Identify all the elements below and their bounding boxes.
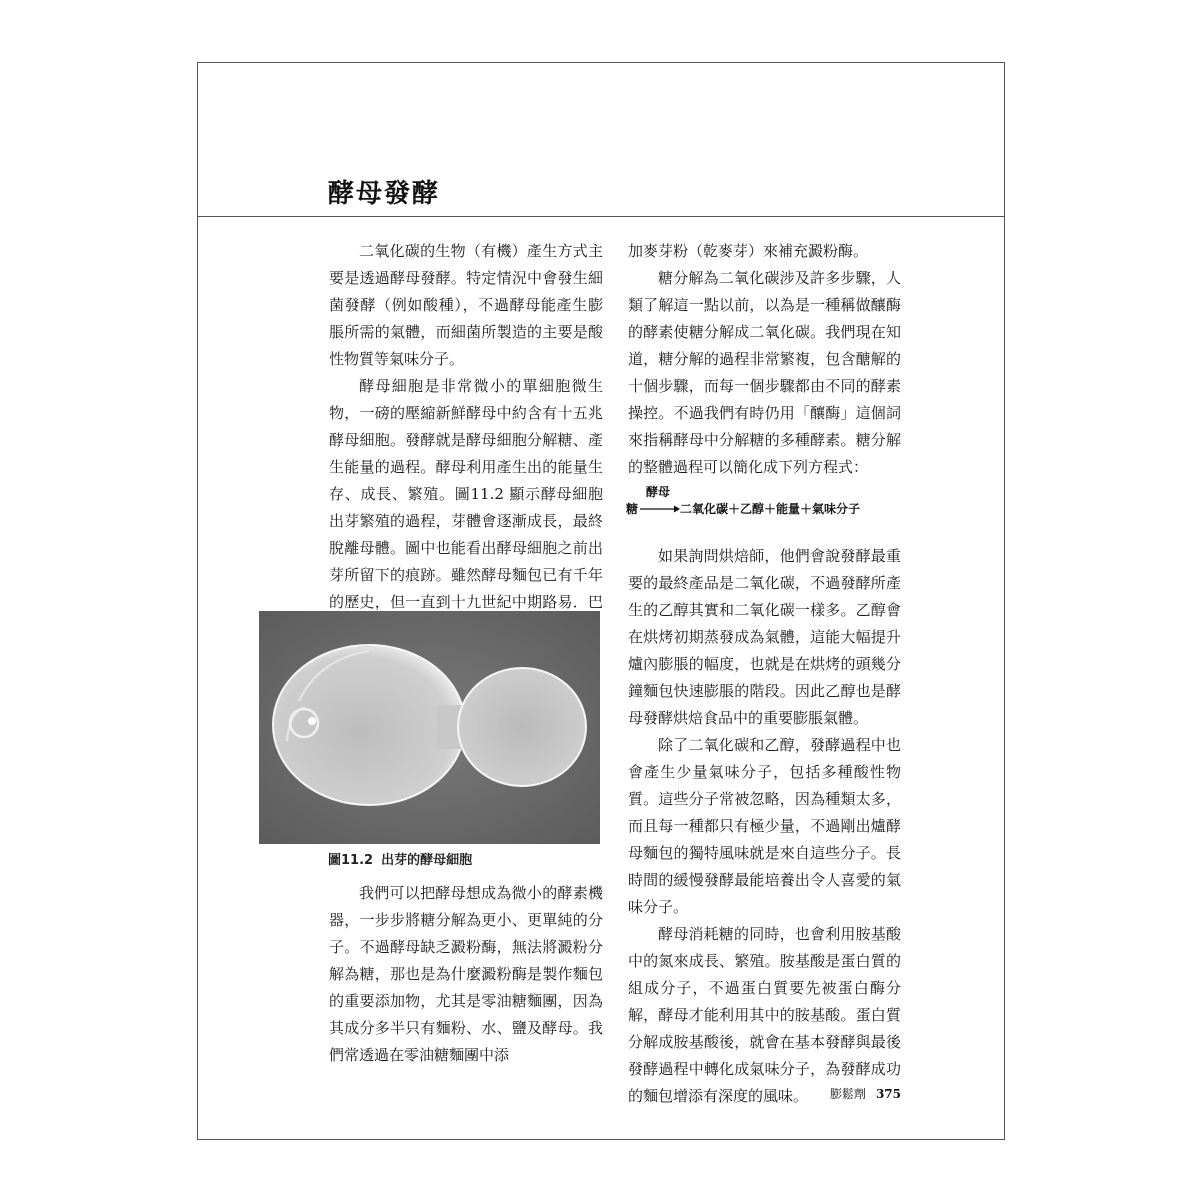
page-number: 375 — [875, 1087, 901, 1101]
equation-reactant: 糖 — [626, 502, 639, 516]
figure-number: 圖11.2 — [328, 853, 374, 868]
paragraph: 二氧化碳的生物（有機）產生方式主要是透過酵母發酵。特定情況中會發生細菌發酵（例如酸種），不過酵母能產生膨脹所需的氣體，而細菌所製造的主要是酸性物質等氣味分子。 — [329, 242, 603, 368]
right-column-lower — [628, 543, 901, 1110]
chapter-title: 酵母發酵 — [328, 179, 441, 209]
paragraph: 除了二氧化碳和乙醇，發酵過程中也會產生少量氣味分子，包括多種酸性物質。這些分子常被忽略，因為種類太多，而且每一種都只有極少量，不過剛出爐酵母麵包的獨特風味就是來自這些分子。長時間的緩慢發酵最能培養出令人喜愛的氣味分子。 — [628, 736, 901, 916]
paragraph: 酵母消耗糖的同時，也會利用胺基酸中的氮來成長、繁殖。胺基酸是蛋白質的組成分子，不過蛋白質要先被蛋白酶分解，酵母才能利用其中的胺基酸。蛋白質分解成胺基酸後，就會在基本發酵與最後發酵過程中轉化成氣味分子，為發酵成功的麵包增添有深度的風味。 — [628, 925, 901, 1105]
running-head: 膨鬆劑 — [829, 1087, 866, 1101]
fermentation-equation — [626, 483, 906, 519]
paragraph: 糖分解為二氧化碳涉及許多步驟，人類了解這一點以前，以為是一種稱做釀酶的酵素使糖分解成二氧化碳。我們現在知道，糖分解的過程非常繁複，包含醣解的十個步驟，而每一個步驟都由不同的酵素操控。不過我們有時仍用「釀酶」這個詞來指稱酵母中分解糖的多種酵素。糖分解的整體過程可以簡化成下列方程式： — [628, 269, 901, 476]
yeast-cell-micrograph — [259, 611, 600, 844]
paragraph: 如果詢問烘焙師，他們會說發酵最重要的最終產品是二氧化碳，不過發酵所產生的乙醇其實和二氧化碳一樣多。乙醇會在烘烤初期蒸發成為氣體，這能大幅提升爐內膨脹的幅度，也就是在烘烤的頭幾分鐘麵包快速膨脹的階段。因此乙醇也是酵母發酵烘焙食品中的重要膨脹氣體。 — [628, 547, 901, 727]
paragraph: 我們可以把酵母想成為微小的酵素機器，一步步將糖分解為更小、更單純的分子。不過酵母缺乏澱粉酶，無法將澱粉分解為糖，那也是為什麼澱粉酶是製作麵包的重要添加物，尤其是零油糖麵團，因為其成分多半只有麵粉、水、鹽及酵母。我們常透過在零油糖麵團中添 — [329, 884, 603, 1064]
header-rule — [198, 216, 1004, 217]
paragraph: 加麥芽粉（乾麥芽）來補充澱粉酶。 — [628, 242, 869, 260]
figure-caption — [328, 849, 472, 868]
right-column — [628, 238, 901, 481]
left-column-lower — [329, 880, 603, 1069]
figure-caption-text: 出芽的酵母細胞 — [381, 853, 473, 868]
reaction-arrow-icon — [640, 505, 680, 513]
equation-catalyst: 酵母 — [646, 485, 671, 499]
page-frame — [197, 62, 1005, 1140]
page-footer — [830, 1085, 901, 1102]
equation-products: 二氧化碳＋乙醇＋能量＋氣味分子 — [680, 502, 861, 516]
left-column — [329, 238, 603, 643]
budding-yeast-image — [259, 611, 600, 844]
paragraph: 酵母細胞是非常微小的單細胞微生物，一磅的壓縮新鮮酵母中約含有十五兆酵母細胞。發酵就是酵母細胞分解糖、產生能量的過程。酵母利用產生出的能量生存、成長、繁殖。圖11.2 顯示酵母細胞出芽繁殖的過程，芽體會逐漸成長，最終脫離母體。圖中也能看出酵母細胞之前出芽所留下的痕跡。雖然酵母麵包已有千年的歷史，但一直到十九世紀中期路易．巴 — [329, 377, 603, 611]
